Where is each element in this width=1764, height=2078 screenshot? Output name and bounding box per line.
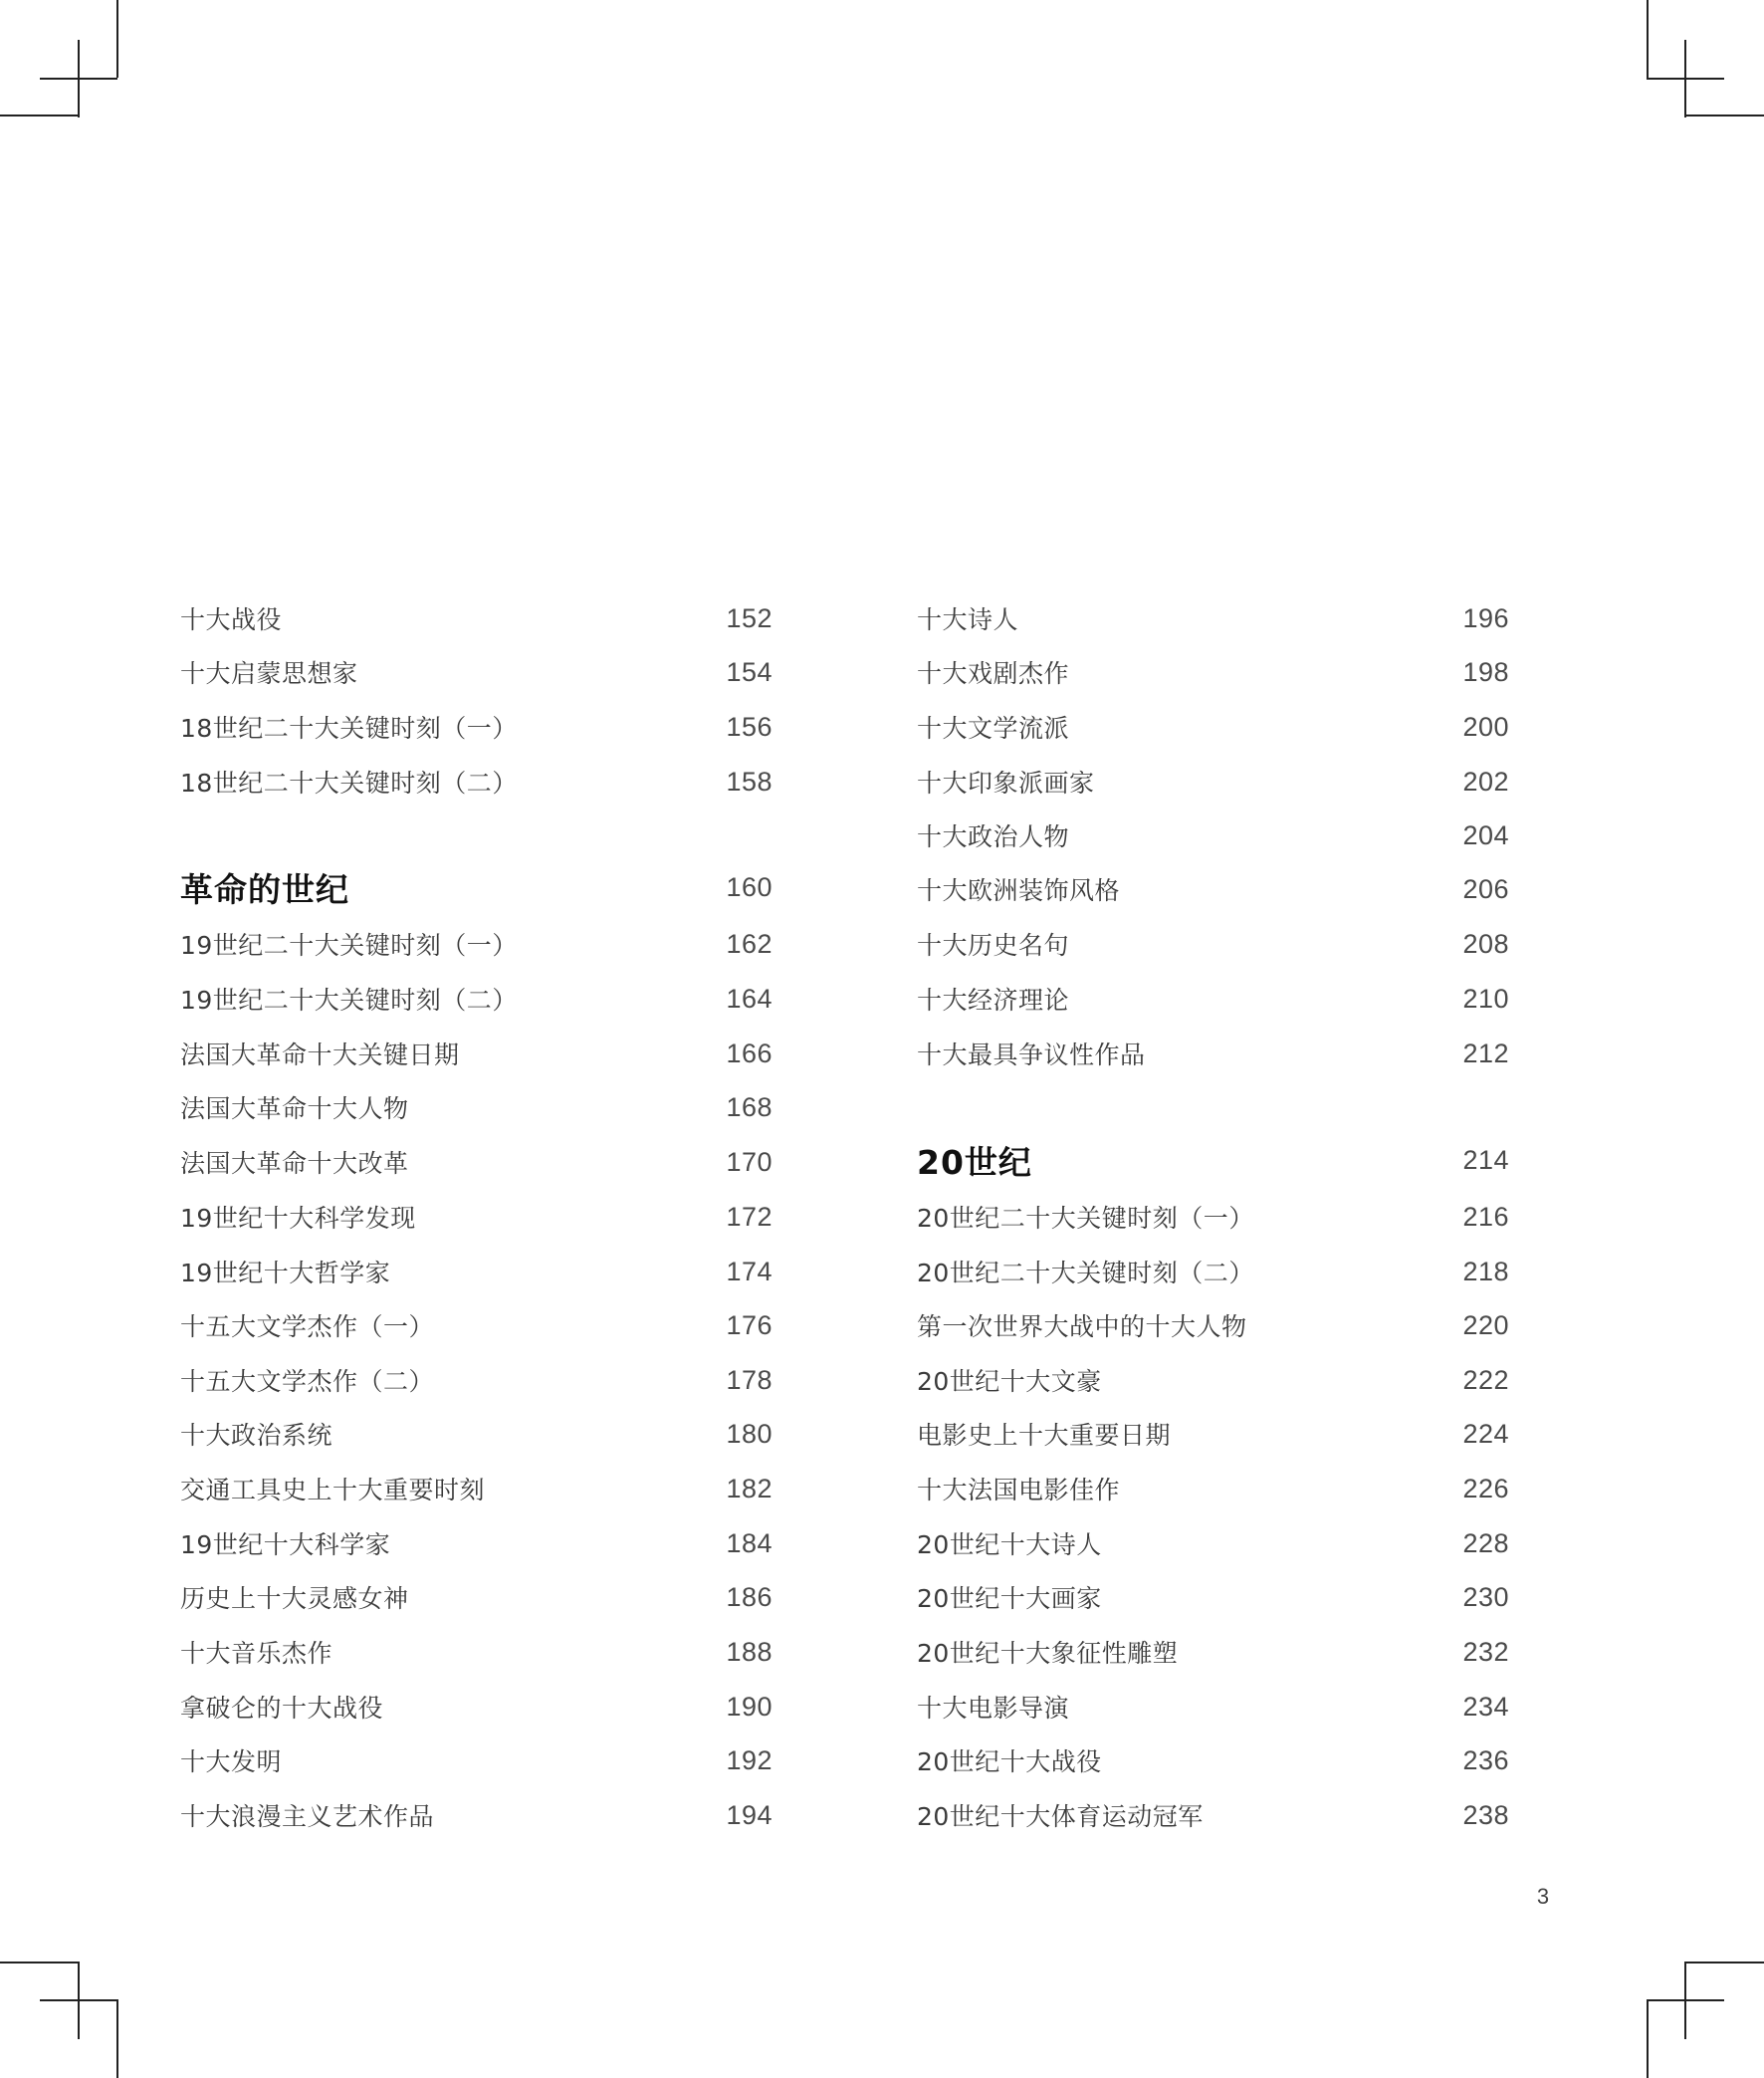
toc-entry-title: 电影史上十大重要日期 <box>917 1421 1172 1450</box>
toc-entry-title: 法国大革命十大人物 <box>180 1094 409 1123</box>
section-page: 160 <box>726 871 772 902</box>
toc-entry-title: 19世纪十大科学家 <box>180 1530 391 1559</box>
toc-entry-page: 194 <box>726 1799 772 1830</box>
toc-entry <box>180 700 772 754</box>
toc-entry-page: 230 <box>1462 1581 1509 1612</box>
toc-entry-page: 174 <box>726 1256 772 1286</box>
toc-entry <box>917 1570 1509 1624</box>
toc-entry-title: 十大浪漫主义艺术作品 <box>180 1802 435 1831</box>
toc-entry-page: 182 <box>726 1473 772 1503</box>
toc-entry <box>180 755 772 808</box>
toc-section-heading <box>917 1133 1509 1187</box>
toc-entry-title: 19世纪十大哲学家 <box>180 1259 391 1287</box>
toc-entry-page: 212 <box>1462 1038 1509 1068</box>
toc-entry-page: 172 <box>726 1201 772 1232</box>
toc-entry <box>917 1190 1509 1244</box>
toc-entry-title: 十大音乐杰作 <box>180 1639 333 1668</box>
toc-entry-title: 十大法国电影佳作 <box>917 1476 1121 1504</box>
toc-entry <box>917 700 1509 754</box>
toc-entry <box>917 808 1509 862</box>
toc-entry-page: 238 <box>1462 1799 1509 1830</box>
toc-entry <box>917 755 1509 808</box>
toc-entry <box>917 591 1509 645</box>
toc-entry-page: 202 <box>1462 766 1509 797</box>
toc-entry-page: 216 <box>1462 1201 1509 1232</box>
toc-entry-title: 十大戏剧杰作 <box>917 659 1070 688</box>
toc-entry-title: 20世纪十大战役 <box>917 1747 1102 1776</box>
toc-entry-page: 236 <box>1462 1744 1509 1775</box>
toc-entry <box>180 1353 772 1407</box>
toc-entry <box>917 1680 1509 1733</box>
toc-entry <box>180 1407 772 1461</box>
section-page: 214 <box>1462 1144 1509 1175</box>
toc-entry-page: 154 <box>726 656 772 687</box>
toc-entry-page: 206 <box>1462 873 1509 904</box>
toc-entry-title: 十大最具争议性作品 <box>917 1040 1146 1069</box>
toc-entry-title: 十五大文学杰作（二） <box>180 1367 435 1396</box>
toc-entry <box>917 972 1509 1026</box>
toc-entry-page: 210 <box>1462 983 1509 1014</box>
toc-entry <box>917 1462 1509 1515</box>
toc-entry <box>180 1516 772 1570</box>
toc-entry-page: 156 <box>726 711 772 742</box>
toc-entry-page: 220 <box>1462 1309 1509 1340</box>
toc-entry-title: 20世纪二十大关键时刻（一） <box>917 1204 1254 1233</box>
toc-entry-title: 19世纪二十大关键时刻（一） <box>180 931 518 960</box>
toc-entry-title: 20世纪二十大关键时刻（二） <box>917 1259 1254 1287</box>
toc-entry <box>917 1298 1509 1352</box>
toc-entry-page: 166 <box>726 1038 772 1068</box>
toc-entry-title: 十大经济理论 <box>917 986 1070 1015</box>
toc-entry-title: 十大战役 <box>180 605 283 634</box>
toc-entry <box>180 1190 772 1244</box>
toc-section-heading <box>180 860 772 914</box>
toc-entry <box>917 1733 1509 1787</box>
toc-entry <box>917 1027 1509 1080</box>
toc-entry-page: 162 <box>726 928 772 959</box>
toc-entry-title: 第一次世界大战中的十大人物 <box>917 1312 1247 1341</box>
toc-entry-title: 法国大革命十大关键日期 <box>180 1040 460 1069</box>
toc-entry <box>180 1027 772 1080</box>
toc-entry <box>180 591 772 645</box>
toc-entry <box>917 1245 1509 1298</box>
toc-entry <box>917 862 1509 916</box>
toc-entry-page: 164 <box>726 983 772 1014</box>
page-number: 3 <box>1536 1884 1550 1909</box>
toc-entry-page: 232 <box>1462 1636 1509 1667</box>
toc-entry-title: 20世纪十大文豪 <box>917 1367 1102 1396</box>
toc-entry-page: 222 <box>1462 1364 1509 1395</box>
toc-entry-page: 170 <box>726 1146 772 1177</box>
toc-entry-title: 19世纪十大科学发现 <box>180 1204 416 1233</box>
toc-entry-title: 法国大革命十大改革 <box>180 1149 409 1178</box>
toc-entry-title: 十大诗人 <box>917 605 1019 634</box>
toc-entry-title: 十大欧洲装饰风格 <box>917 876 1121 905</box>
toc-entry-page: 188 <box>726 1636 772 1667</box>
section-title: 革命的世纪 <box>180 869 349 909</box>
toc-entry-page: 168 <box>726 1091 772 1122</box>
toc-entry <box>917 1407 1509 1461</box>
toc-entry-page: 176 <box>726 1309 772 1340</box>
toc-entry-page: 152 <box>726 602 772 633</box>
toc-entry-title: 18世纪二十大关键时刻（二） <box>180 769 518 798</box>
toc-entry-title: 十五大文学杰作（一） <box>180 1312 435 1341</box>
toc-entry-title: 十大启蒙思想家 <box>180 659 358 688</box>
toc-entry-title: 19世纪二十大关键时刻（二） <box>180 986 518 1015</box>
toc-entry-page: 218 <box>1462 1256 1509 1286</box>
toc-entry-title: 20世纪十大象征性雕塑 <box>917 1639 1179 1668</box>
toc-entry-page: 228 <box>1462 1527 1509 1558</box>
toc-entry <box>180 1245 772 1298</box>
toc-entry <box>917 1625 1509 1679</box>
toc-entry-page: 200 <box>1462 711 1509 742</box>
toc-entry <box>180 1135 772 1189</box>
toc-entry <box>180 1680 772 1733</box>
toc-entry-page: 178 <box>726 1364 772 1395</box>
toc-entry <box>180 645 772 699</box>
toc-entry-page: 198 <box>1462 656 1509 687</box>
toc-entry-title: 十大历史名句 <box>917 931 1070 960</box>
toc-entry-title: 十大政治人物 <box>917 822 1070 851</box>
toc-entry-title: 十大发明 <box>180 1747 283 1776</box>
toc-entry <box>180 1298 772 1352</box>
toc-entry-title: 18世纪二十大关键时刻（一） <box>180 714 518 743</box>
toc-entry-page: 224 <box>1462 1418 1509 1449</box>
toc-entry-page: 158 <box>726 766 772 797</box>
toc-entry <box>180 972 772 1026</box>
toc-entry <box>917 1353 1509 1407</box>
toc-entry-page: 234 <box>1462 1691 1509 1722</box>
toc-entry <box>180 1625 772 1679</box>
toc-entry-title: 十大电影导演 <box>917 1694 1070 1723</box>
toc-entry <box>180 917 772 971</box>
toc-entry-title: 20世纪十大体育运动冠军 <box>917 1802 1204 1831</box>
toc-entry <box>917 1516 1509 1570</box>
toc-entry-page: 192 <box>726 1744 772 1775</box>
toc-entry <box>180 1788 772 1842</box>
toc-entry-page: 208 <box>1462 928 1509 959</box>
toc-entry-page: 190 <box>726 1691 772 1722</box>
toc-entry-page: 180 <box>726 1418 772 1449</box>
section-title: 20世纪 <box>917 1142 1032 1182</box>
toc-entry <box>917 645 1509 699</box>
toc-entry-title: 历史上十大灵感女神 <box>180 1584 409 1613</box>
toc-entry-page: 196 <box>1462 602 1509 633</box>
toc-entry <box>180 1733 772 1787</box>
toc-entry-title: 十大政治系统 <box>180 1421 333 1450</box>
toc-entry-page: 204 <box>1462 819 1509 850</box>
toc-entry-title: 交通工具史上十大重要时刻 <box>180 1476 486 1504</box>
toc-entry-title: 拿破仑的十大战役 <box>180 1694 384 1723</box>
toc-entry <box>180 1462 772 1515</box>
toc-entry-title: 十大印象派画家 <box>917 769 1095 798</box>
toc-entry-page: 186 <box>726 1581 772 1612</box>
toc-entry-page: 184 <box>726 1527 772 1558</box>
toc-entry-title: 20世纪十大画家 <box>917 1584 1102 1613</box>
toc-entry <box>180 1570 772 1624</box>
toc-entry <box>917 917 1509 971</box>
toc-entry-title: 20世纪十大诗人 <box>917 1530 1102 1559</box>
toc-entry-title: 十大文学流派 <box>917 714 1070 743</box>
toc-entry <box>180 1080 772 1134</box>
toc-entry <box>917 1788 1509 1842</box>
toc-entry-page: 226 <box>1462 1473 1509 1503</box>
